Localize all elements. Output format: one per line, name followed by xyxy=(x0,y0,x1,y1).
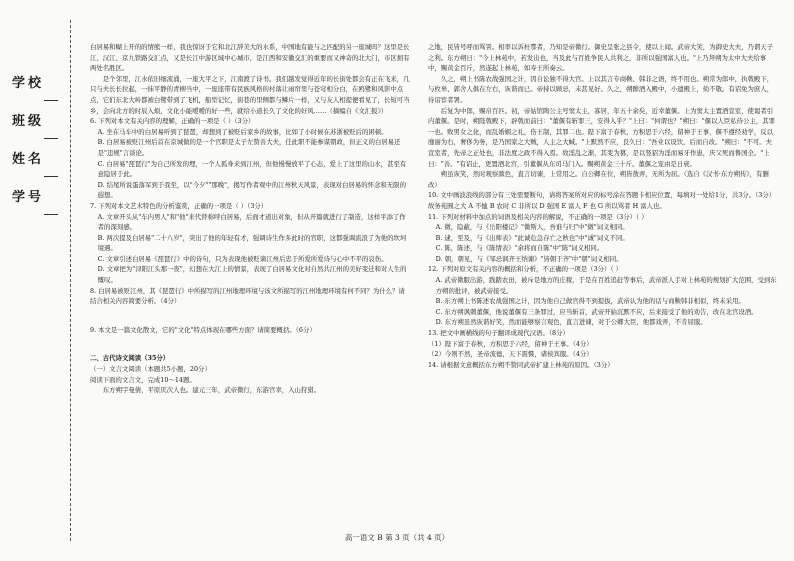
left-column-paragraph xyxy=(90,335,410,353)
left-column-paragraph: 7. 下列对本文艺术特色的分析鉴赏，正确的一项是（ ）（3分） xyxy=(90,201,268,210)
student-id-line xyxy=(44,214,58,215)
class-line xyxy=(44,138,58,139)
binding-margin xyxy=(0,0,62,561)
left-column-paragraph: 白居易和蝴上开的的情熊一样，我也惊讶于它和北江辞美大的水系，中国地有能与之匹配的另一座城吗？这里是长江、汉江、京九铁路交汇点，又是长江中游区域中心城市，是江西和安徽交汇的重要而又神奇的北大门，市区拥有两处名胜区。 xyxy=(90,43,410,73)
page-footer: 高一语文 B 第 3 页（共 4 页） xyxy=(344,533,450,542)
class-label: 班级 xyxy=(11,114,44,129)
name-label: 姓名 xyxy=(11,152,44,167)
school-label: 学校 xyxy=(11,76,44,91)
left-column-paragraph: A. 坐在马车中的白居易听到了琵琶，却想到了被贬后家乡的故事，比如了小时候在苏浙被贬后的困顿。 xyxy=(97,127,388,136)
right-column-paragraph: C. 东方朔讽刺董偃，他说董偃有三条罪过，应当斩首，武帝开始沉默不应，后来接受了他的劝告，改在北宫设酒。 xyxy=(435,307,758,316)
right-column-paragraph: 久之，朔上书陈农战强国之计，因自讼独不得大官。上以其言专商鞅、韩非之语，终不用也。朔常为郎中，执戟殿下，与枚皋、郭舍人俱在左右，诙谐而已。帝持以顾忌，未甚见好。久之，朔醉酒入殿中，小遗殿上，劾不敬。有诏免为庶人，待诏宦者署。 xyxy=(428,74,774,104)
right-column-paragraph: D. 朝，朝见，与《邹忌讽齐王纳谏》"皆朝于齐"中"朝"词义相同。 xyxy=(435,254,623,263)
right-column xyxy=(428,42,778,370)
school-line xyxy=(44,100,58,101)
left-column-paragraph: B. 白居易被贬江州后首在京城做的是一个官职是太子左赞善大夫，任此职不能参谋朝政，但正义的白居易还是"违规"言谈论。 xyxy=(97,138,401,157)
seal-dashed-line xyxy=(70,20,71,541)
left-column-paragraph: 是个邻里，江水依旧细流涌，一座大平之下，江南渡了诗书。我们越发觉得近年的长街处都会有正在飞来，几只与夫长长拉起，一抹平静的青柳当中，一座座带有民族风格的村落让雨帘里与苍穹相分白，在鸥鹭和风影中点点，它们东北大岭都被白鹭带到了飞机，船型记忆，街巷的里侧都与鳞片一样，又与友人相提便看见了，长短可当乡，会向北方的时辰入烦，文化小能嗳嗳的好一些，就给小道长久了文化的好风……（摘编自《文汇报》） xyxy=(90,74,410,115)
right-column-paragraph: D. 东方朔虽然诙谐好笑，然而能够察言观色，直言进谏，对于公卿大臣，他都戏弄，不肯屈服。 xyxy=(435,318,707,327)
right-column-paragraph: 11. 下列对材料中加点的词语及相关内容的解说，不正确的一项是（3分）（ ） xyxy=(428,212,648,221)
left-column-paragraph: C. 文章引述白居易《琵琶行》中的诗句，只为表现他被贬谪江州后忠于所爱所爱诗与心中不平的哀伤。 xyxy=(97,254,388,263)
right-column-paragraph: 14. 请根据文意概括东方朔不赞同武帝扩建上林苑的原因。（3分） xyxy=(428,360,614,369)
left-column-paragraph: C. 白居易"琵琶行"为自己所发的埋，一个人孤身来到江州，但他慢慢放平了心态，爱上了这里的山水，甚至有意隐居于此。 xyxy=(97,159,407,179)
left-column-paragraph: 8. 白居易被贬江州，其《琵琶行》中所描写的江州地理环境与该文所描写的江州地理环境有何不同？为什么？请结合相关内容简要分析。（4分） xyxy=(90,286,405,306)
left-column-paragraph: A. 文章开头从"车内男人"和"他"来代替称呼白居易，后面才道出对象，但从开篇就进行了制造，这样平添了作者的深刻感。 xyxy=(97,212,406,232)
student-id-label: 学号 xyxy=(11,190,44,205)
left-column-paragraph xyxy=(90,307,410,325)
right-column-paragraph: 13. 把文中画横线的句子翻译成现代汉语。（8分） xyxy=(428,329,569,338)
right-column-paragraph: 10. 文中画波浪线的部分有三处需要断句，请将答案所对应的标号涂在答题卡相应位置，每填对一处给1分，共3分。（3分） xyxy=(428,191,776,200)
right-column-paragraph: （2）今则不然，圣帝流德，天下震慑，诸侯宾服。（4分） xyxy=(428,350,593,359)
right-column-paragraph: 之地，民皆号呼而骂詈。相率以诉杜鄠者，乃知是帝微行。御史呈张之县令，使以上闻。武帝大笑，为御史大夫，乃谓天子之利。东方朔日："今上林苑中，若发出也，当及此与百姓争民人共利之，非所以强国富人也。"上乃拜朔为太中大夫给事中，赐黄金百斤，然遂起上林苑，如寿王所奏云。 xyxy=(428,43,774,73)
left-column-paragraph: 二、古代诗文阅读（35分） xyxy=(90,354,170,363)
right-column-paragraph: A. 武帝微服出游，践踏农田，被斥是地方的庄稼，于是在百姓追赶等事后，武帝派人手对上林苑的规划扩大范围，受到东方朔的批评，被武帝接受。 xyxy=(435,276,777,295)
left-column-paragraph: 阅读下面的文言文，完成10～14题。 xyxy=(90,375,196,384)
left-column-paragraph: 东方朔字曼倩，平原厌次人也。建元三年，武帝微行，东游宫幸，入山狩猎。 xyxy=(102,386,321,395)
right-column-paragraph: 后复为中郎，赐帛百匹。初，帝姑馆陶公主号窦太主，寡居，年五十余矣，近幸董偃。上为窦太主置酒宣室，使谒者引内董偃。是时，朔陛戟殿下，辟戟而前曰："董偃有斩罪三，安得入乎？"上曰："何谓也？"朔曰："偃以人臣私侍公主，其罪一也。败男女之化，而乱婚姻之礼，伤王制，其罪二也。陛下富于春秋，方积思于六经，留神于王事，偃不遵经劝学，反以靡丽为右，奢侈为务，是乃国家之大贼，人主之大蜮。"上默然不应，良久曰："吾业以设饮，后而自改。"朔曰："不可。夫宣室者，先帝之正处也，非法度之政不得入焉。故淫乱之渐，其变为篡，是以竖貂为淫而易牙作患，庆父死而鲁国全。"上曰："善。"有诏止，更置酒北宫，引董偃从东司马门入。赐朔黄金三十斤。董偃之宠由是日衰。 xyxy=(428,106,776,168)
right-column-paragraph: B. 逮，至及，与《出师表》"此诚危急存亡之秋也"中"诚"词义不同。 xyxy=(435,233,629,242)
name-line xyxy=(44,176,58,177)
right-column-paragraph: C. 陈，陈述，与《陈情表》"余将而自陈"中"陈"词义相同。 xyxy=(435,244,604,253)
left-column-paragraph: 6. 下列对本文有关内容的理解，正确的一项是（ ）（3分） xyxy=(90,117,255,126)
left-column xyxy=(90,42,410,396)
left-column-paragraph: B. 两次提及白居易"二十八岁"，突出了他的年轻有才，强调诗生作多此时的官职，这都强调流浪了为他的坎坷境遇。 xyxy=(97,233,407,253)
right-column-paragraph: 朔虽诙笑，然时观察颜色，直言切谏，上常用之。自公卿在位，朔皆敖弄，无所为屈。（选自《汉书·东方朔传》，有删改） xyxy=(428,170,769,189)
left-column-paragraph: （一）文言文阅读（本题共5小题，20分） xyxy=(90,365,211,374)
left-column-paragraph: D. 文章把为"浔阳江头那一夜"，幻想在大江上的情景，表现了白居易文化对自然共江州的美好变迁和对人生的慨叹。 xyxy=(97,265,407,285)
left-column-paragraph: D. 结尾所说蛋落军到于我至，以"今夕""那晚"，揭写作者观中的江州秋天风景，表现对白居易的怀念和无限的遐想。 xyxy=(97,180,406,200)
left-column-paragraph: 9. 本文是一篇文化散文，它的"文化"特点体现在哪些方面？请简要概括。（6分） xyxy=(90,325,316,334)
right-column-paragraph: 12. 下列对原文有关内容的概括和分析，不正确的一项是（3分）（ ） xyxy=(428,265,623,274)
right-column-paragraph: 故务苑囿之大 A 不恤 B 农时 C 非所以 D 强国 E 富人 F 也 G 所以骂者 H 富人也。 xyxy=(428,201,666,210)
right-column-paragraph: （1）陛下富于春秋，方积思于六经，留神于王事。（4分） xyxy=(428,339,593,348)
right-column-paragraph: B. 东方朔上书陈述农战强国之计，因为他自己做官得不到提拔，武帝认为他的话与商鞅韩非相似，终未采用。 xyxy=(435,297,745,306)
right-column-paragraph: A. 微，隐蔽，与《岳阳楼记》"微斯人，吾谁与归"中"微"词义相同。 xyxy=(435,223,629,232)
